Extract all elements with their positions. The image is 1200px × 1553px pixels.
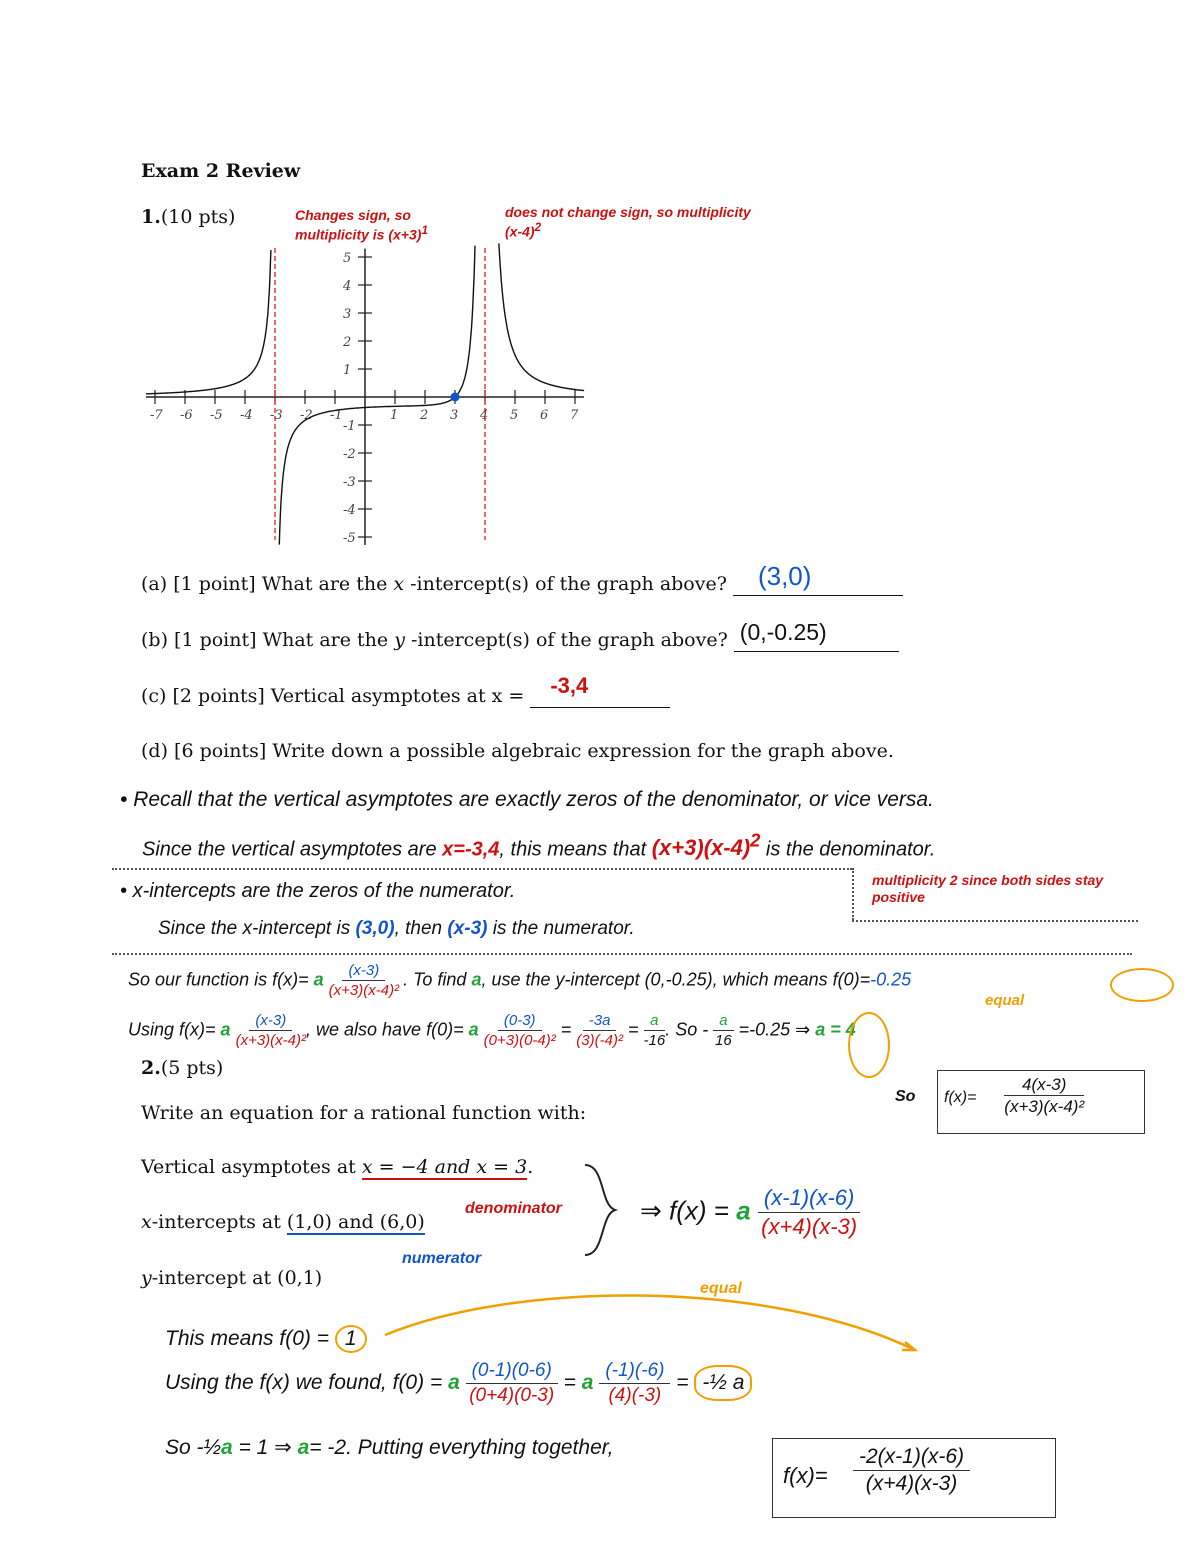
work-line-5: So our function is f(x)= a $\frac{(x-3)}{\text{(x+3)(x-4)²}}$ . To find a, use the y-intercept (0,-0.25), which means f(0)=-0.25 [128, 962, 912, 999]
q1b-line: (b) [1 point] What are the y -intercept(s) of the graph above? (0,-0.25) [141, 629, 899, 652]
y-tick-label: 5 [343, 251, 352, 266]
x-tick-label: -1 [330, 408, 343, 423]
x-tick-label: -7 [150, 408, 163, 423]
x-tick-label: -5 [210, 408, 223, 423]
x-tick-label: 5 [510, 408, 519, 423]
denominator-label: denominator [465, 1200, 562, 1217]
highlight-circle [1110, 968, 1174, 1002]
q1-points: (10 pts) [160, 206, 236, 228]
q2-points: (5 pts) [160, 1057, 224, 1079]
equal-label: equal [700, 1280, 742, 1297]
q1d-line: (d) [6 points] Write down a possible algebraic expression for the graph above. [141, 740, 894, 762]
equal-label: equal [985, 992, 1025, 1009]
y-tick-label: 2 [343, 335, 352, 350]
multiplicity-note: multiplicity 2 since both sides stay positive [872, 872, 1104, 905]
q1-number: 1. [141, 206, 161, 228]
x-tick-label: 4 [480, 408, 489, 423]
y-tick-label: 1 [343, 363, 352, 378]
x-tick-label: -2 [300, 408, 313, 423]
y-tick-label: -5 [343, 531, 356, 545]
q2-result-circle: -½ a [694, 1365, 752, 1401]
work-line-4: Since the x-intercept is (3,0), then (x-3) is the numerator. [158, 918, 635, 939]
x-intercept-point [451, 393, 460, 402]
work-line-6: Using f(x)= a $\frac{(x-3)}{\text{(x+3)(x-4)²}}$ , we also have f(0)= a $\frac{(0-3)}{\text{(0+3)(0-4)²}}$ = $\frac{-3a}{\text{(3)(-4)²}}$ = $\frac{a}{-16}$ . So - $\frac{a}{16}$ =-0.25 ⇒ a = 4 [128, 1012, 856, 1049]
x-tick-label: 7 [570, 408, 579, 423]
numerator-label: numerator [402, 1250, 482, 1267]
right-brace-icon [580, 1160, 620, 1260]
q2-prompt: Write an equation for a rational function with: [141, 1102, 587, 1124]
function-curve [499, 243, 584, 390]
q1-final-lhs: f(x)= [944, 1089, 977, 1106]
q1-final-fraction: $\frac{4(x-3)}{\text{(x+3)(x-4)²}}$ [1004, 1075, 1085, 1116]
y-tick-label: 4 [343, 279, 352, 294]
y-tick-label: -2 [343, 447, 356, 462]
x-tick-label: 6 [540, 408, 549, 423]
x-tick-label: -3 [270, 408, 283, 423]
q1-graph [140, 240, 590, 545]
q1a-line: (a) [1 point] What are the x -intercept(s) of the graph above? (3,0) [141, 573, 903, 596]
work-line-1: • Recall that the vertical asymptotes are exactly zeros of the denominator, or vice versa. [120, 788, 934, 811]
x-tick-label: 3 [450, 408, 459, 423]
q2-function-form: ⇒ f(x) = a $\frac{(x-1)(x-6)}{(x+4)(x-3)}$ [640, 1185, 860, 1240]
q2-means-line: This means f(0) = 1 [165, 1325, 367, 1353]
q2-header [141, 1057, 223, 1079]
function-curve [279, 246, 475, 545]
q2-using-line: Using the f(x) we found, f(0) = a $\frac{(0-1)(0-6)}{(0+4)(0-3)}$ = a $\frac{(-1)(-6)}{(4)(-3)}$ = -½ a [165, 1360, 752, 1407]
x-tick-label: 1 [390, 408, 399, 423]
equal-arrow-icon [370, 1280, 930, 1355]
y-tick-label: -3 [343, 475, 356, 490]
final-so-label: So [895, 1088, 916, 1105]
q1c-line: (c) [2 points] Vertical asymptotes at x = -3,4 [141, 685, 670, 708]
function-curve [146, 250, 271, 394]
q2-yintercept-line: y-intercept at (0,1) [141, 1267, 323, 1289]
note-box-bottom [852, 920, 1138, 922]
q1b-answer: (0,-0.25) [739, 619, 827, 645]
y-tick-label: -4 [343, 503, 356, 518]
q1a-answer: (3,0) [757, 561, 812, 591]
divider [112, 953, 1132, 955]
q2-final-fraction: $\frac{-2(x-1)(x-6)}{(x+4)(x-3)}$ [853, 1445, 970, 1496]
q1c-answer: -3,4 [550, 673, 589, 698]
q2-xintercepts-line: x-intercepts at (1,0) and (6,0) [141, 1211, 425, 1233]
divider [112, 868, 852, 870]
note-box-left [852, 868, 854, 920]
q2-final-answer-box [772, 1438, 1056, 1518]
y-tick-label: -1 [343, 419, 356, 434]
y-tick-label: 3 [343, 307, 352, 322]
q2-number: 2. [141, 1057, 161, 1079]
page-title: Exam 2 Review [141, 160, 301, 182]
q2-asymptotes-line: Vertical asymptotes at x = −4 and x = 3. [141, 1156, 534, 1178]
x-tick-label: -4 [240, 408, 253, 423]
q1-note-left: Changes sign, so multiplicity is $(x+3)^1$ [295, 207, 428, 243]
q1-final-answer-box [937, 1070, 1145, 1134]
x-tick-label: 2 [420, 408, 429, 423]
highlight-circle [848, 1012, 890, 1078]
work-line-3: • x-intercepts are the zeros of the numerator. [120, 880, 516, 902]
x-tick-label: -6 [180, 408, 193, 423]
q2-final-lhs: f(x)= [783, 1463, 828, 1488]
q1-header [141, 206, 235, 228]
q1-note-right: does not change sign, so multiplicity $(x-4)^2$ [505, 204, 751, 240]
q2-so-line: So -½a = 1 ⇒ a= -2. Putting everything together, [165, 1436, 614, 1459]
work-line-2: Since the vertical asymptotes are x=-3,4, this means that $(x+3)(x-4)^2$ is the denominator. [142, 830, 936, 861]
